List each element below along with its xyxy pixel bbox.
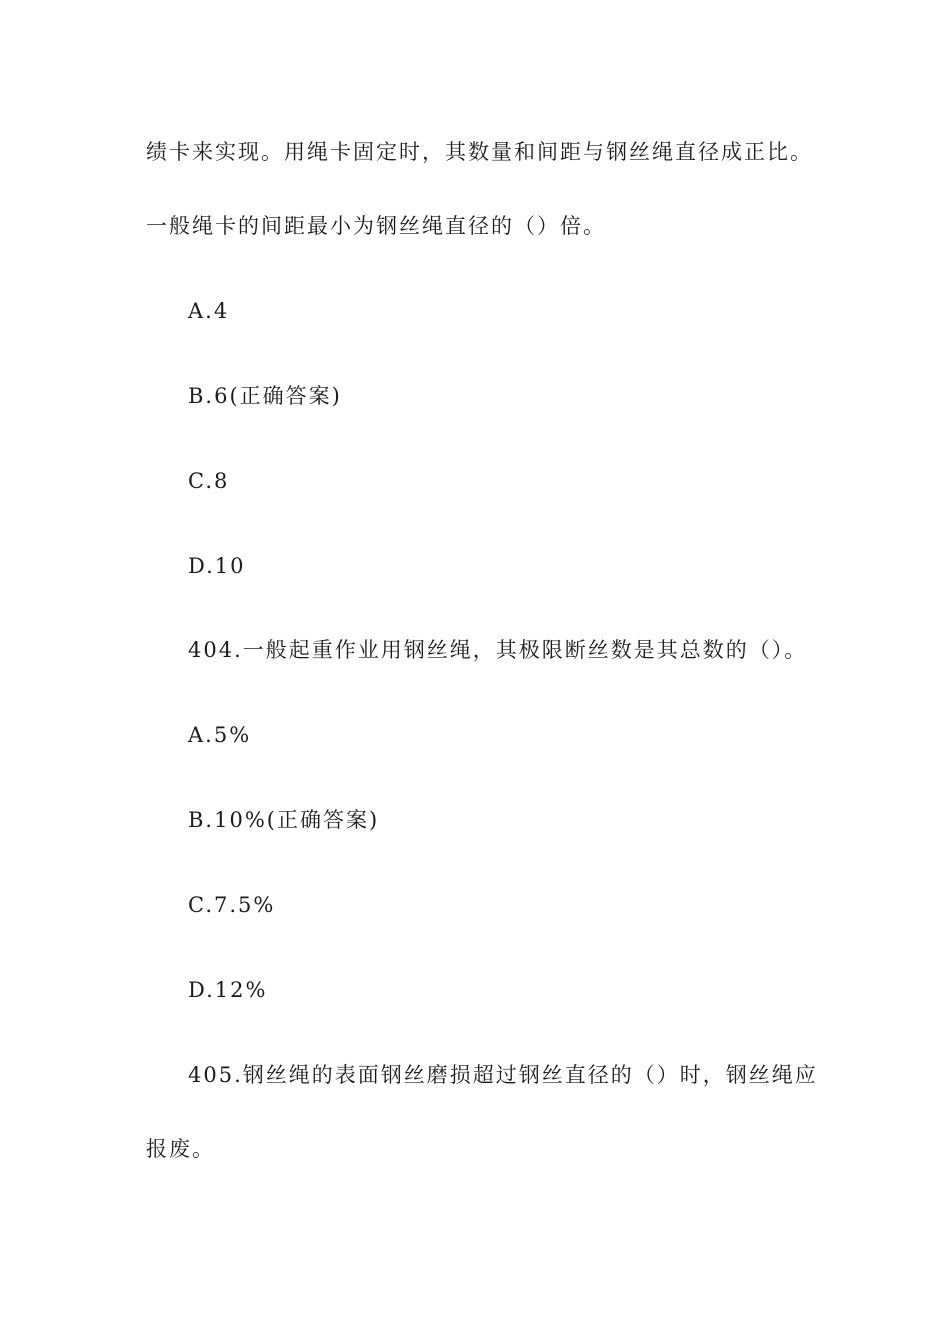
question-403-option-d: D.10 (188, 554, 246, 578)
question-403-text-line-2: 一般绳卡的间距最小为钢丝绳直径的（）倍。 (146, 214, 606, 238)
question-404-stem: 404.一般起重作业用钢丝绳，其极限断丝数是其总数的（）。 (188, 638, 808, 662)
question-403-option-a: A.4 (188, 299, 230, 323)
question-403-text-line-1: 绩卡来实现。用绳卡固定时，其数量和间距与钢丝绳直径成正比。 (146, 140, 813, 164)
question-403-option-b: B.6(正确答案) (188, 384, 342, 408)
question-404-option-c: C.7.5% (188, 893, 276, 917)
question-404-option-a: A.5% (188, 723, 252, 747)
question-405-stem-line-1: 405.钢丝绳的表面钢丝磨损超过钢丝直径的（）时，钢丝绳应 (188, 1063, 818, 1087)
question-403-option-c: C.8 (188, 469, 230, 493)
question-405-stem-line-2: 报废。 (146, 1137, 215, 1161)
question-404-option-d: D.12% (188, 978, 268, 1002)
question-404-option-b: B.10%(正确答案) (188, 808, 380, 832)
